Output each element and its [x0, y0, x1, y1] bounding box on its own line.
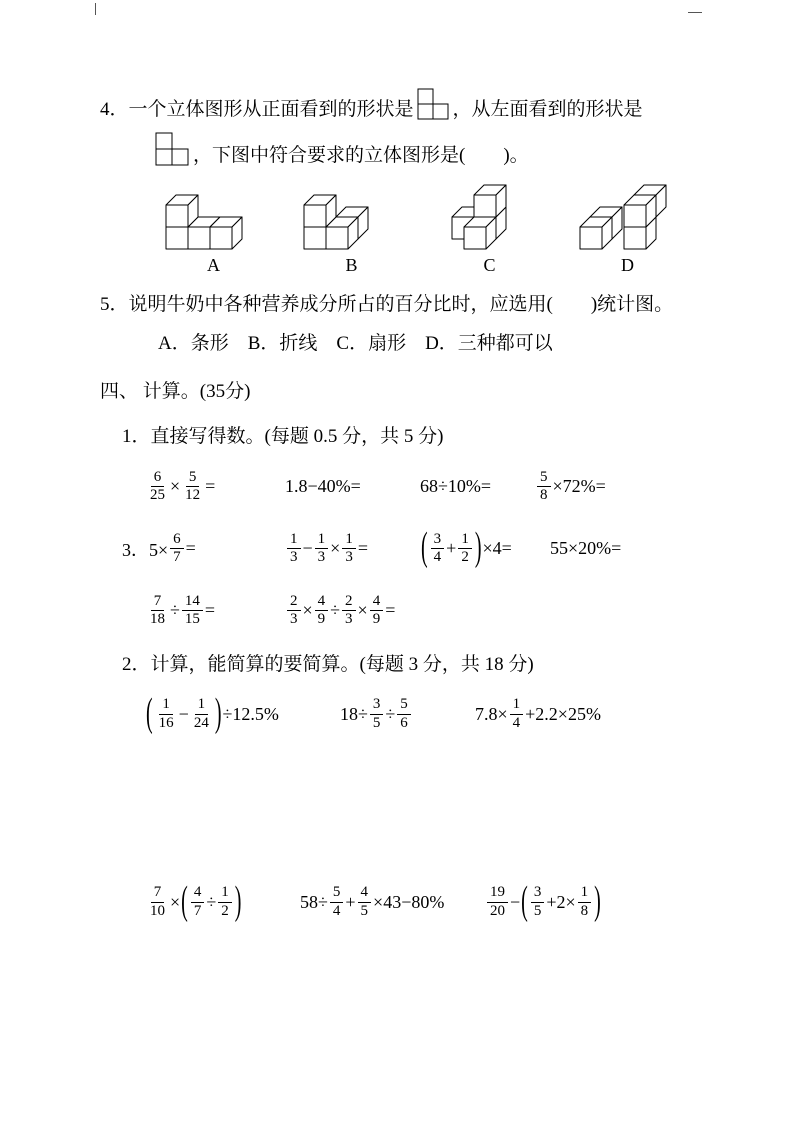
- big-paren: ): [594, 879, 601, 924]
- math-text: +: [446, 538, 457, 559]
- question-4: [100, 88, 701, 276]
- page-mark: [95, 3, 96, 15]
- fraction: $\frac{19}{20}$: [487, 884, 508, 920]
- math-text: +2×: [546, 891, 576, 912]
- math-text: ÷: [385, 703, 396, 724]
- q4-text-part1: 4．一个立体图形从正面看到的形状是: [100, 99, 414, 120]
- front-view-figure: [417, 88, 450, 121]
- q4-option-A: [145, 181, 283, 276]
- q5-text: 5．说明牛奶中各种营养成分所占的百分比时，应选用( )统计图。: [100, 293, 674, 315]
- math-text: ×72%=: [552, 476, 606, 497]
- math-text: ÷: [206, 891, 217, 912]
- calc-row: [145, 464, 701, 510]
- calc-row: [145, 588, 701, 634]
- cube-figure-D: [576, 181, 680, 253]
- big-paren: (: [521, 879, 528, 924]
- big-paren: (: [181, 879, 188, 924]
- q4-options: [145, 181, 701, 276]
- q4-option-B: [283, 181, 421, 276]
- math-expression: [145, 593, 285, 629]
- math-text: −: [178, 703, 189, 724]
- math-expression: [145, 879, 300, 924]
- math-expression: [550, 538, 621, 559]
- fraction: $\frac{1}{3}$: [342, 531, 356, 567]
- fraction: $\frac{14}{15}$: [182, 593, 203, 629]
- option-label: D: [621, 254, 635, 275]
- math-text: ×: [170, 476, 181, 497]
- math-text: −: [302, 538, 313, 559]
- math-text: 68÷10%=: [420, 476, 492, 497]
- calc1-title: 1．直接写得数。(每题 0.5 分，共 5 分): [122, 426, 444, 448]
- calc-row: [122, 526, 701, 572]
- cube-figure-A: [162, 181, 266, 253]
- question-5: [100, 290, 701, 359]
- math-expression: [485, 879, 602, 924]
- math-text: 55×20%=: [550, 538, 622, 559]
- math-text: =: [385, 600, 396, 621]
- q4-text-part2: ，从左面看到的形状是: [452, 99, 643, 120]
- math-expression: [420, 525, 550, 570]
- math-text: +2.2×25%: [525, 703, 601, 724]
- q4-line-1: [100, 88, 701, 124]
- math-expression: [145, 691, 340, 736]
- big-paren: ): [214, 691, 222, 736]
- fraction: $\frac{5}{12}$: [185, 468, 201, 504]
- fraction: $\frac{5}{4}$: [330, 884, 344, 920]
- calc-row: [145, 691, 701, 737]
- option-label: C: [483, 254, 497, 275]
- fraction: $\frac{4}{9}$: [315, 593, 329, 629]
- fraction: $\frac{1}{24}$: [193, 696, 209, 731]
- calc2-rows: [100, 691, 701, 925]
- fraction: $\frac{6}{7}$: [170, 531, 184, 567]
- math-text: =: [185, 538, 196, 559]
- math-text: ×43−80%: [373, 891, 445, 912]
- math-expression: [300, 884, 485, 920]
- math-expression: [122, 531, 285, 567]
- q5-choices: A．条形 B．折线 C．扇形 D．三种都可以: [158, 333, 553, 355]
- calc-row: [145, 879, 701, 925]
- math-text: =: [205, 476, 216, 497]
- cube-figure-B: [300, 181, 404, 253]
- fraction: $\frac{7}{18}$: [150, 592, 165, 628]
- fraction: $\frac{1}{4}$: [510, 696, 524, 732]
- math-text: 1.8−40%=: [285, 476, 361, 497]
- math-expression: [340, 696, 475, 732]
- q4-option-C: [421, 181, 559, 276]
- calc1-rows: [100, 464, 701, 634]
- fraction: $\frac{1}{2}$: [218, 884, 232, 920]
- section-title: 四、 计算。(35分): [100, 380, 251, 402]
- big-paren: (: [146, 691, 153, 736]
- fraction: $\frac{1}{3}$: [315, 531, 329, 567]
- fraction: $\frac{3}{5}$: [370, 696, 384, 732]
- fraction: $\frac{5}{6}$: [397, 696, 411, 732]
- fraction: $\frac{1}{8}$: [578, 884, 592, 920]
- fraction: $\frac{2}{3}$: [287, 593, 301, 629]
- big-paren: ): [474, 525, 482, 570]
- fraction: $\frac{1}{3}$: [287, 531, 301, 567]
- calc2-title: 2．计算，能简算的要简算。(每题 3 分，共 18 分): [122, 653, 534, 675]
- math-expression: [285, 476, 420, 497]
- fraction: $\frac{1}{16}$: [158, 696, 174, 731]
- math-text: ×4=: [482, 538, 512, 559]
- math-expression: [145, 469, 285, 505]
- math-text: ÷: [330, 600, 341, 621]
- q4-text-part3: ，下图中符合要求的立体图形是( )。: [193, 145, 529, 167]
- fraction: $\frac{4}{9}$: [370, 593, 384, 629]
- math-text: ×: [302, 600, 313, 621]
- math-text: +: [345, 891, 356, 912]
- fraction: $\frac{2}{3}$: [342, 593, 356, 629]
- math-expression: [285, 531, 420, 567]
- math-expression: [535, 469, 606, 505]
- math-text: =: [204, 600, 216, 621]
- option-label: A: [207, 254, 221, 275]
- math-text: 58÷: [300, 891, 328, 912]
- math-text: ÷12.5%: [222, 703, 279, 724]
- fraction: $\frac{5}{8}$: [537, 469, 551, 505]
- fraction: $\frac{4}{5}$: [358, 884, 372, 920]
- q4-line-2: [152, 132, 701, 170]
- big-paren: (: [421, 525, 428, 570]
- fraction: $\frac{3}{4}$: [431, 531, 445, 567]
- q4-option-D: [559, 181, 697, 276]
- math-expression: [420, 476, 535, 497]
- math-text: ×: [357, 600, 368, 621]
- math-text: −: [510, 891, 521, 912]
- math-text: ×: [170, 891, 181, 912]
- fraction: $\frac{7}{10}$: [150, 884, 165, 919]
- math-text: 18÷: [340, 703, 368, 724]
- big-paren: ): [234, 879, 242, 924]
- math-text: 7.8×: [475, 703, 508, 724]
- fraction: $\frac{6}{25}$: [150, 468, 165, 504]
- math-expression: [475, 696, 601, 732]
- math-expression: [285, 593, 395, 629]
- cube-figure-C: [438, 181, 542, 253]
- option-label: B: [345, 254, 359, 275]
- fraction: $\frac{1}{2}$: [458, 531, 472, 567]
- math-text: 3．5×: [122, 539, 169, 560]
- page-mark: [688, 12, 702, 13]
- math-text: ÷: [170, 600, 180, 621]
- fraction: $\frac{4}{7}$: [191, 884, 205, 920]
- math-text: ×: [330, 538, 341, 559]
- math-text: =: [357, 538, 368, 559]
- fraction: $\frac{3}{5}$: [531, 884, 545, 920]
- left-view-figure: [155, 132, 190, 167]
